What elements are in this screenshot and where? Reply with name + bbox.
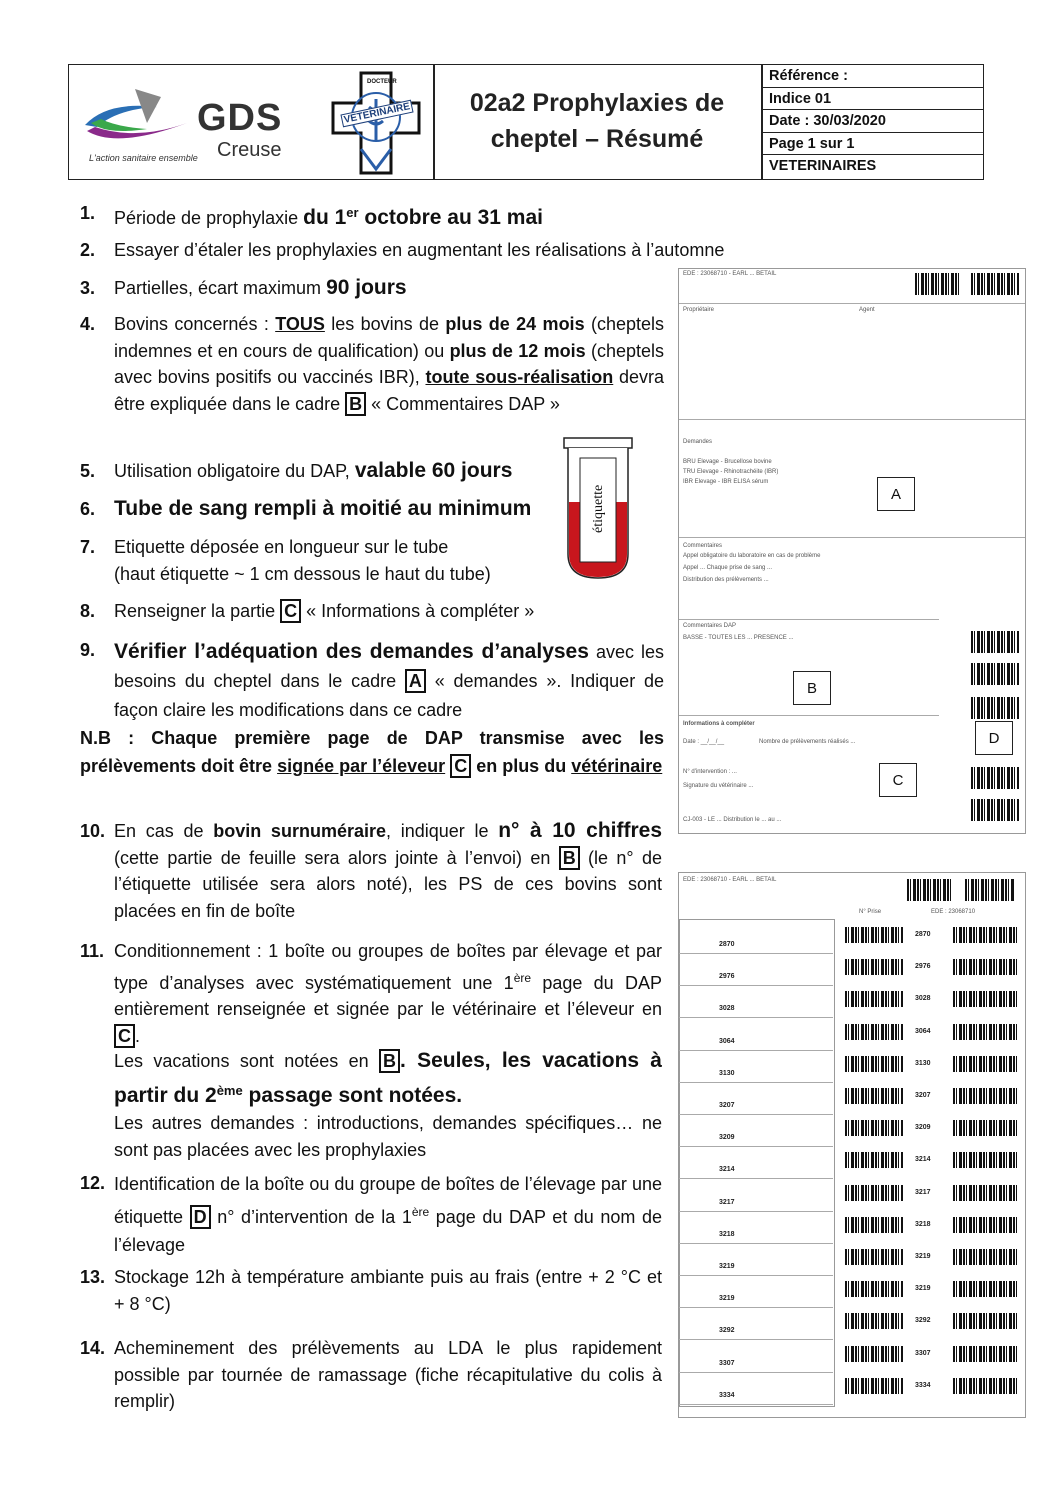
item-text: Les autres demandes : introductions, demandes spécifiques… ne sont pas placées avec les prophylaxies xyxy=(114,1113,662,1160)
item-text xyxy=(114,534,554,587)
form-section-label: Commentaires xyxy=(683,543,723,549)
form-divider xyxy=(679,715,939,716)
item-number: 5. xyxy=(80,461,96,481)
barcode-code: 3334 xyxy=(915,1381,931,1389)
text-run: Conditionnement : 1 boîte ou groupes de boîtes par élevage et par type d’analyses avec systématiquement une 1 xyxy=(114,941,662,993)
text-run: passage sont notées. xyxy=(242,1084,463,1107)
nb-note xyxy=(80,724,664,780)
form-text: N° Prise xyxy=(859,909,882,915)
veterinaire-logo xyxy=(331,71,421,175)
item-text xyxy=(114,275,664,302)
barcode xyxy=(953,1217,1019,1233)
barcode xyxy=(971,631,1019,653)
box-label-c: C xyxy=(450,754,471,778)
barcode-code: 3217 xyxy=(915,1188,931,1196)
box-label-c: C xyxy=(114,1024,135,1048)
text-run: toute sous-réalisation xyxy=(425,367,614,387)
table-row-divider xyxy=(679,1307,833,1308)
form-box-a: A xyxy=(877,477,915,511)
barcode xyxy=(953,1152,1019,1168)
text-run: Etiquette déposée en longueur sur le tube xyxy=(114,537,449,557)
ref-page: Page 1 sur 1 xyxy=(761,133,983,156)
barcode-code: 3028 xyxy=(915,995,931,1003)
form-text: Nombre de prélèvements réalisés ... xyxy=(759,739,856,745)
barcode xyxy=(845,1185,903,1201)
animal-code: 3028 xyxy=(719,1005,735,1013)
text-run: signée par l’éleveur xyxy=(277,756,446,776)
text-run: en plus du xyxy=(471,756,572,776)
barcode xyxy=(845,1120,903,1136)
item-text xyxy=(114,818,662,924)
barcode xyxy=(845,991,903,1007)
barcode xyxy=(845,1346,903,1362)
barcode-code: 2976 xyxy=(915,963,931,971)
text-run: bovin surnuméraire xyxy=(213,821,386,841)
animal-code: 3207 xyxy=(719,1102,735,1109)
ref-reference: Référence : xyxy=(761,65,983,88)
text-run: « Informations à compléter » xyxy=(301,601,535,621)
item-text xyxy=(114,1046,662,1111)
form-text: Propriétaire xyxy=(683,307,715,313)
form-text: Distribution des prélèvements ... xyxy=(683,577,769,583)
table-row-divider xyxy=(679,1275,833,1276)
barcode xyxy=(971,663,1019,685)
text-run: ème xyxy=(216,1083,243,1098)
text-run: « Commentaires DAP » xyxy=(366,393,560,414)
form-divider xyxy=(679,419,1025,420)
text-run: . Seules, les vacations à partir du 2 xyxy=(114,1049,662,1107)
animal-code: 3334 xyxy=(719,1391,735,1399)
gds-logo-sub: Creuse xyxy=(217,139,282,161)
form-text: BASSE - TOUTES LES ... PRESENCE ... xyxy=(683,635,794,641)
barcode-code: 3292 xyxy=(915,1317,931,1325)
table-row-divider xyxy=(679,1404,833,1405)
form-section-label: Informations à compléter xyxy=(683,721,755,727)
barcode-code: 3130 xyxy=(915,1059,931,1067)
table-row-divider xyxy=(679,1114,833,1115)
table-row-divider xyxy=(679,953,833,954)
gds-tagline: L'action sanitaire ensemble xyxy=(89,153,198,163)
item-number: 6. xyxy=(80,499,96,519)
form-section-label: Demandes xyxy=(683,439,713,445)
item-number: 3. xyxy=(80,278,96,298)
animal-code: 3218 xyxy=(719,1230,735,1238)
text-run: ère xyxy=(513,970,532,985)
box-label-a: A xyxy=(405,669,426,693)
animal-code: 2870 xyxy=(719,941,735,948)
text-run: Utilisation obligatoire du DAP, xyxy=(114,461,355,481)
form-text: CJ-003 - LE ... Distribution le ... au ... xyxy=(683,817,782,823)
barcode xyxy=(845,1088,903,1104)
animal-code: 3064 xyxy=(719,1037,735,1045)
form-box-d: D xyxy=(975,721,1013,755)
item-text xyxy=(114,598,664,625)
barcode xyxy=(965,879,1015,901)
barcode xyxy=(953,1185,1019,1201)
barcode xyxy=(845,1024,903,1040)
barcode-code: 3219 xyxy=(915,1253,931,1260)
barcode-sheet-image xyxy=(678,872,1026,1418)
item-text xyxy=(114,200,664,232)
text-run: Renseigner la partie xyxy=(114,601,281,621)
text-run: (cheptels indemnes et en cours de qualification) ou xyxy=(114,314,664,361)
vet-logo-text: VETERINAIRE xyxy=(340,100,413,128)
table-row-divider xyxy=(679,1243,833,1244)
text-run: N.B : Chaque première page de DAP transmise avec les prélèvements doit être xyxy=(80,728,664,776)
barcode xyxy=(953,1056,1019,1072)
item-number: 13. xyxy=(80,1267,106,1287)
text-run: n° d’intervention de la 1 xyxy=(210,1207,412,1227)
table-row-divider xyxy=(679,1082,833,1083)
barcode xyxy=(845,959,903,975)
barcode xyxy=(907,879,953,901)
document-title xyxy=(434,85,760,157)
table-row-divider xyxy=(679,985,833,986)
barcode xyxy=(845,1056,903,1072)
form-text: Appel ... Chaque prise de sang ... xyxy=(683,565,773,571)
barcode xyxy=(845,1281,903,1297)
barcode xyxy=(971,697,1019,719)
item-number: 4. xyxy=(80,314,96,334)
item-number: 2. xyxy=(80,240,96,260)
barcode-code: 3307 xyxy=(915,1349,931,1357)
barcode xyxy=(953,1281,1019,1297)
item-number: 7. xyxy=(80,537,96,557)
gds-logo-text: GDS xyxy=(197,97,283,139)
item-number: 1. xyxy=(80,203,96,223)
text-run: (le n° de l’étiquette utilisée sera alors noté), les PS de ces bovins sont placées en fin de boîte xyxy=(114,847,662,921)
table-row-divider xyxy=(679,1339,833,1340)
form-box-c: C xyxy=(879,763,917,797)
item-text xyxy=(114,637,664,725)
barcode xyxy=(953,1024,1019,1040)
item-text xyxy=(114,311,664,417)
form-text: EDE : 23068710 xyxy=(931,909,976,915)
text-run: er xyxy=(346,205,359,220)
barcode xyxy=(845,1217,903,1233)
barcode-code: 3207 xyxy=(915,1092,931,1099)
barcode xyxy=(953,959,1019,975)
form-text: Date : __/__/__ xyxy=(683,739,725,745)
barcode xyxy=(953,927,1019,943)
form-divider xyxy=(679,303,1025,304)
barcode xyxy=(971,767,1019,789)
item-text xyxy=(114,458,584,485)
dap-form-image xyxy=(678,268,1026,834)
text-run: plus de 24 mois xyxy=(445,314,585,334)
form-text: EDE : 23068710 - EARL ... BETAIL xyxy=(683,271,777,277)
barcode xyxy=(845,1249,903,1265)
form-section-label: Commentaires DAP xyxy=(683,623,737,629)
form-text: Signature du vétérinaire ... xyxy=(683,783,754,789)
text-run: avec les besoins du cheptel dans le cadre xyxy=(114,642,664,691)
text-run: En cas de xyxy=(114,821,214,841)
box-label-b: B xyxy=(379,1049,400,1073)
table-row-divider xyxy=(679,1372,833,1373)
text-run: « demandes ». Indiquer de façon claire les modifications dans ce cadre xyxy=(114,671,664,720)
text-run: (haut étiquette ~ 1 cm dessous le haut du tube) xyxy=(114,563,491,584)
item-number: 14. xyxy=(80,1338,106,1358)
gds-swoosh-icon xyxy=(77,83,197,153)
item-number: 8. xyxy=(80,601,96,621)
item-number: 10. xyxy=(80,821,106,841)
text-run: n° à 10 chiffres xyxy=(498,819,663,842)
blood-tube-illustration xyxy=(562,436,634,582)
item-number: 9. xyxy=(80,640,96,660)
form-divider xyxy=(679,619,939,620)
animal-code: 3209 xyxy=(719,1134,735,1142)
barcode xyxy=(845,927,903,943)
text-run: vétérinaire xyxy=(571,756,663,776)
animal-table xyxy=(679,919,835,1407)
ref-audience: VETERINAIRES xyxy=(769,158,877,175)
item-text: Essayer d’étaler les prophylaxies en augmentant les réalisations à l’automne xyxy=(114,240,725,260)
barcode-code: 3064 xyxy=(915,1027,931,1035)
barcode xyxy=(953,991,1019,1007)
barcode-code: 3209 xyxy=(915,1124,931,1132)
title-line-2: cheptel – Résumé xyxy=(490,125,704,153)
barcode xyxy=(953,1088,1019,1104)
text-run: plus de 12 mois xyxy=(449,340,586,361)
item-text: Stockage 12h à température ambiante puis au frais (entre + 2 °C et + 8 °C) xyxy=(114,1267,662,1314)
text-run: page du DAP entièrement renseignée et signée par le vétérinaire et l’éleveur en xyxy=(114,972,662,1019)
barcode xyxy=(953,1249,1019,1265)
barcode xyxy=(953,1346,1019,1362)
form-box-b: B xyxy=(793,671,831,705)
animal-code: 3214 xyxy=(719,1166,735,1174)
item-text xyxy=(114,1170,662,1259)
text-run: 90 jours xyxy=(326,276,407,299)
animal-code: 2976 xyxy=(719,973,735,981)
vet-logo-top: DOCTEUR xyxy=(367,79,397,85)
text-run: les bovins de xyxy=(324,314,446,334)
form-text: TRU Elevage - Rhinotrachéite (IBR) xyxy=(683,469,779,475)
animal-code: 3292 xyxy=(719,1327,735,1335)
text-run: page du DAP et du nom de l’élevage xyxy=(114,1207,663,1255)
barcode xyxy=(915,273,961,295)
text-run: Période de prophylaxie xyxy=(114,208,304,228)
table-row-divider xyxy=(679,1017,833,1018)
text-run: (cette partie de feuille sera alors jointe à l’envoi) en xyxy=(114,847,559,868)
text-run: devra être expliquée dans le cadre xyxy=(114,367,665,414)
box-label-b: B xyxy=(559,846,580,870)
form-text: IBR Elevage - IBR ELISA sérum xyxy=(683,479,769,485)
text-run: TOUS xyxy=(275,314,325,334)
reference-table xyxy=(761,65,983,179)
title-line-1: 02a2 Prophylaxies de xyxy=(469,89,725,117)
text-run: ère xyxy=(411,1205,430,1219)
barcode xyxy=(845,1152,903,1168)
text-run: valable 60 jours xyxy=(354,459,513,482)
item-text: Tube de sang rempli à moitié au minimum xyxy=(114,497,532,520)
table-row-divider xyxy=(679,1050,833,1051)
item-number: 12. xyxy=(80,1173,106,1193)
barcode xyxy=(845,1313,903,1329)
box-label-c: C xyxy=(280,599,301,623)
text-run: Identification de la boîte ou du groupe de boîtes de l’élevage par une étiquette xyxy=(114,1174,662,1227)
text-run: du 1 xyxy=(303,206,347,229)
animal-code: 3217 xyxy=(719,1198,735,1206)
text-run: Vérifier l’adéquation des demandes d’analyses xyxy=(114,640,589,663)
box-label-b: B xyxy=(345,392,366,416)
animal-code: 3307 xyxy=(719,1359,735,1367)
barcode xyxy=(971,273,1019,295)
text-run: , indiquer le xyxy=(386,821,499,841)
gds-logo xyxy=(77,83,297,171)
animal-code: 3219 xyxy=(719,1295,735,1303)
tube-label: étiquette xyxy=(591,484,606,533)
barcode-code: 3218 xyxy=(915,1220,931,1228)
barcode-code: 3219 xyxy=(915,1285,931,1293)
text-run: . xyxy=(135,1025,141,1046)
document-header xyxy=(68,64,984,180)
item-text: Acheminement des prélèvements au LDA le plus rapidement possible par tournée de ramassage (fiche récapitulative du colis à remplir) xyxy=(114,1338,662,1411)
form-text: Appel obligatoire du laboratoire en cas de problème xyxy=(683,553,821,559)
item-number: 11. xyxy=(80,941,105,961)
item-text xyxy=(114,938,662,1049)
table-row-divider xyxy=(679,1178,833,1179)
barcode-code: 2870 xyxy=(915,931,931,938)
barcode xyxy=(971,799,1019,821)
text-run: Partielles, écart maximum xyxy=(114,278,327,298)
table-row-divider xyxy=(679,1211,833,1212)
ref-indice: Indice 01 xyxy=(761,88,983,111)
form-text: Agent xyxy=(859,307,875,313)
form-divider xyxy=(679,537,1025,538)
ref-date: Date : 30/03/2020 xyxy=(761,110,983,133)
barcode xyxy=(953,1378,1019,1394)
text-run: Bovins concernés : xyxy=(114,314,276,334)
form-text: BRU Elevage - Brucellose bovine xyxy=(683,459,772,465)
box-label-d: D xyxy=(190,1205,211,1229)
animal-code: 3130 xyxy=(719,1069,735,1077)
text-run: octobre au 31 mai xyxy=(358,206,543,229)
text-run: (cheptels avec bovins positifs ou vaccinés IBR), xyxy=(114,340,664,387)
barcode-code: 3214 xyxy=(915,1156,931,1164)
barcode xyxy=(953,1120,1019,1136)
barcode xyxy=(953,1313,1019,1329)
form-text: EDE : 23068710 - EARL ... BETAIL xyxy=(683,877,777,883)
form-text: N° d'intervention : ... xyxy=(683,769,737,775)
table-row-divider xyxy=(679,1146,833,1147)
barcode xyxy=(845,1378,903,1394)
text-run: Les vacations sont notées en xyxy=(114,1051,380,1071)
animal-code: 3219 xyxy=(719,1263,735,1270)
